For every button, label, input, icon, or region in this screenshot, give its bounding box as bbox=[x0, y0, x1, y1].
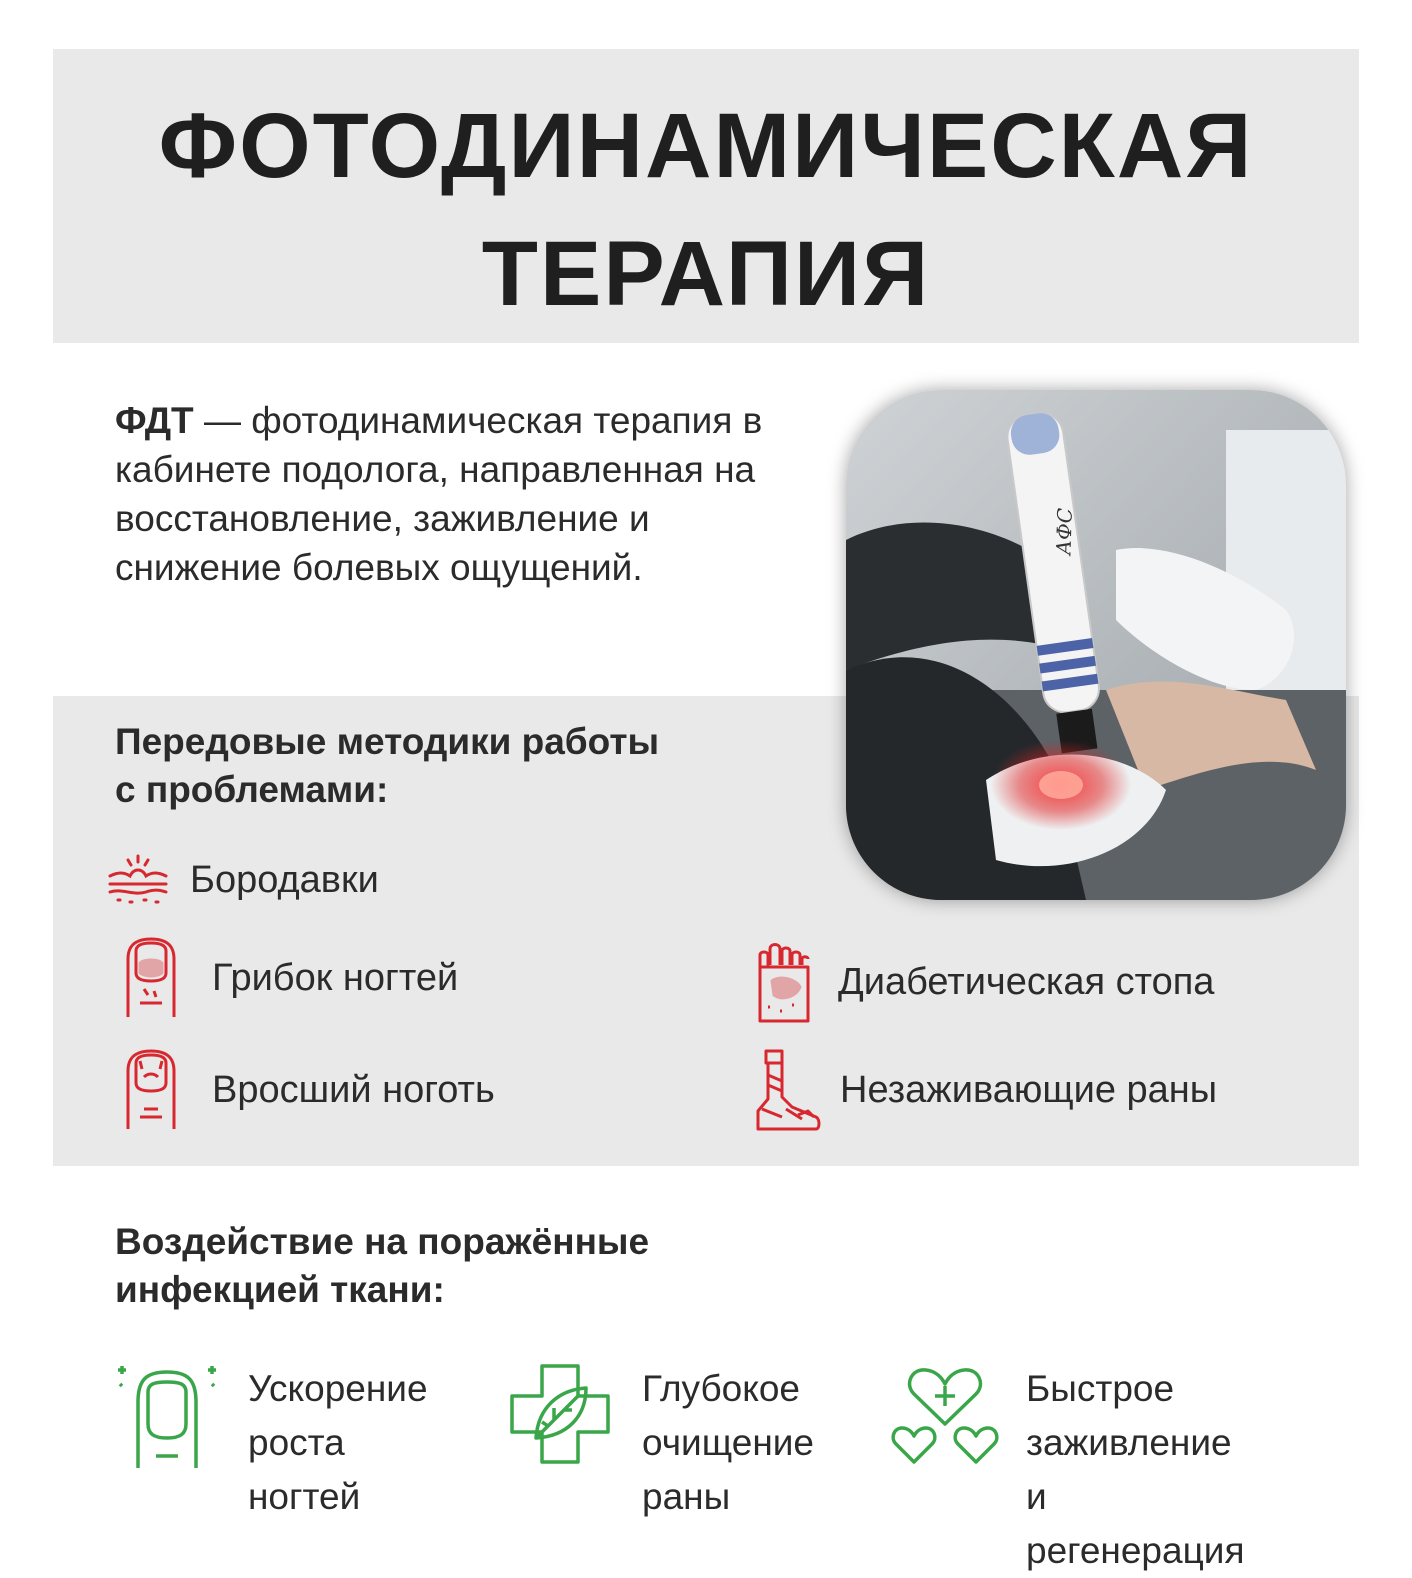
intro-abbr: ФДТ bbox=[115, 400, 194, 441]
method-item-wounds bbox=[752, 1048, 1217, 1132]
methods-heading bbox=[115, 718, 659, 814]
treatment-photo bbox=[846, 390, 1346, 900]
method-label-wounds: Незаживающие раны bbox=[840, 1068, 1218, 1111]
diabetic-foot-icon bbox=[752, 941, 838, 1023]
nail-growth-icon bbox=[112, 1362, 222, 1472]
effects-heading-line-2: инфекцией ткани: bbox=[115, 1269, 445, 1310]
method-label-warts: Бородавки bbox=[190, 858, 379, 901]
effects-heading bbox=[115, 1218, 649, 1314]
wart-skin-icon bbox=[108, 850, 190, 910]
method-item-warts bbox=[108, 845, 379, 915]
methods-heading-line-1: Передовые методики работы bbox=[115, 721, 660, 762]
medical-cross-leaf-icon bbox=[508, 1362, 612, 1466]
effects-heading-line-1: Воздействие на поражённые bbox=[115, 1221, 650, 1262]
intro-text: — фотодинамическая терапия в кабинете подолога, направленная на восстановление, заживление и снижение болевых ощущений. bbox=[115, 400, 763, 588]
ingrown-nail-icon bbox=[122, 1049, 212, 1131]
hearts-icon bbox=[890, 1362, 1000, 1466]
nail-fungus-icon bbox=[122, 937, 212, 1019]
method-item-nail-fungus bbox=[122, 936, 458, 1020]
method-item-ingrown-nail bbox=[122, 1048, 495, 1132]
bandaged-foot-icon bbox=[752, 1049, 840, 1131]
device-label: АФС bbox=[1051, 507, 1077, 556]
method-item-diabetic-foot bbox=[752, 940, 1214, 1024]
method-label-nail-fungus: Грибок ногтей bbox=[212, 956, 459, 999]
title-line-1: ФОТОДИНАМИЧЕСКАЯ bbox=[158, 95, 1254, 197]
effect-label-wound-cleaning: Глубокое очищение раны bbox=[642, 1368, 814, 1517]
effect-label-healing: Быстрое заживление и регенерация bbox=[1026, 1368, 1245, 1571]
intro-paragraph bbox=[115, 396, 815, 592]
methods-heading-line-2: с проблемами: bbox=[115, 769, 389, 810]
page-title bbox=[53, 82, 1359, 338]
method-label-ingrown-nail: Вросший ноготь bbox=[212, 1068, 495, 1111]
title-line-2: ТЕРАПИЯ bbox=[481, 223, 931, 325]
effect-label-nail-growth: Ускорение роста ногтей bbox=[248, 1368, 428, 1517]
method-label-diabetic-foot: Диабетическая стопа bbox=[838, 960, 1215, 1003]
